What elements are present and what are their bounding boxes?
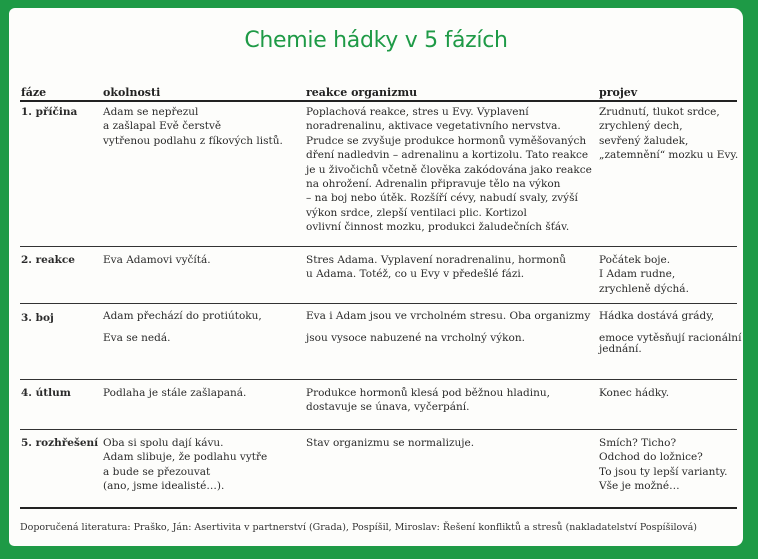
row-3-faze: 3. boj xyxy=(21,312,54,324)
row-4-projev: Konec hádky. xyxy=(599,387,670,399)
row-5-reakce: Stav organizmu se normalizuje. xyxy=(306,437,475,449)
header-projev: projev xyxy=(599,86,638,99)
row-2-projev: Počátek boje. I Adam rudne, zrychleně dýchá. xyxy=(599,254,689,295)
header-rule xyxy=(20,100,737,102)
row-1-faze: 1. příčina xyxy=(21,106,78,118)
row-4-reakce: Produkce hormonů klesá pod běžnou hladinu, dostavuje se únava, vyčerpání. xyxy=(306,387,550,414)
header-reakce: reakce organizmu xyxy=(306,86,418,99)
row-3-okolnosti: Adam přechází do protiútoku, Eva se nedá. xyxy=(103,310,262,344)
row-4-faze: 4. útlum xyxy=(21,387,71,399)
paper-frame xyxy=(9,8,743,546)
row-divider xyxy=(20,303,737,304)
row-5-okolnosti: Oba si spolu dají kávu. Adam slibuje, že podlahu vytře a bude se přezouvat (ano, jsme idealisté…). xyxy=(103,437,268,493)
row-5-projev: Smích? Ticho? Odchod do ložnice? To jsou ty lepší varianty. Vše je možné… xyxy=(599,437,728,493)
row-divider xyxy=(20,246,737,247)
row-divider xyxy=(20,429,737,430)
page-title: Chemie hádky v 5 fázích xyxy=(244,28,508,53)
header-okolnosti: okolnosti xyxy=(103,86,161,99)
row-divider xyxy=(20,379,737,380)
table-bottom-rule xyxy=(20,507,737,509)
row-2-faze: 2. reakce xyxy=(21,254,75,266)
header-faze: fáze xyxy=(21,86,47,99)
row-1-reakce: Poplachová reakce, stres u Evy. Vyplavení noradrenalinu, aktivace vegetativního nervstva. Prudce se zvyšuje produkce hormonů vyměšovaných dření nadledvin – adrenalinu a kortizolu. Tato reakce je u živočichů včetně člověka zakódována jako reakce na ohrožení. Adrenalin připravuje tělo na výkon – na boj nebo útěk. Rozšíří cévy, nabudí svaly, zvýší výkon srdce, zlepší ventilaci plic. Kortizol ovlivní činnost mozku, produkci žaludečních šťáv. xyxy=(306,106,592,234)
row-5-faze: 5. rozhřešení xyxy=(21,437,99,449)
row-3-reakce: Eva i Adam jsou ve vrcholném stresu. Oba organizmy jsou vysoce nabuzené na vrcholný výkon. xyxy=(306,310,591,344)
row-3-projev: Hádka dostává grády, emoce vytěsňují racionální jednání. xyxy=(599,310,742,355)
row-1-projev: Zrudnutí, tlukot srdce, zrychlený dech, sevřený žaludek, „zatemnění“ mozku u Evy. xyxy=(599,106,739,162)
footnote: Doporučená literatura: Praško, Ján: Asertivita v partnerství (Grada), Pospíšil, Miroslav: Řešení konfliktů a stresů (nakladatelství Pospíšilová) xyxy=(20,522,697,533)
row-1-okolnosti: Adam se nepřezul a zašlapal Evě čerstvě vytřenou podlahu z fíkových listů. xyxy=(103,106,283,147)
row-4-okolnosti: Podlaha je stále zašlapaná. xyxy=(103,387,247,399)
row-2-okolnosti: Eva Adamovi vyčítá. xyxy=(103,254,211,266)
row-2-reakce: Stres Adama. Vyplavení noradrenalinu, hormonů u Adama. Totéž, co u Evy v předešlé fázi. xyxy=(306,254,567,281)
